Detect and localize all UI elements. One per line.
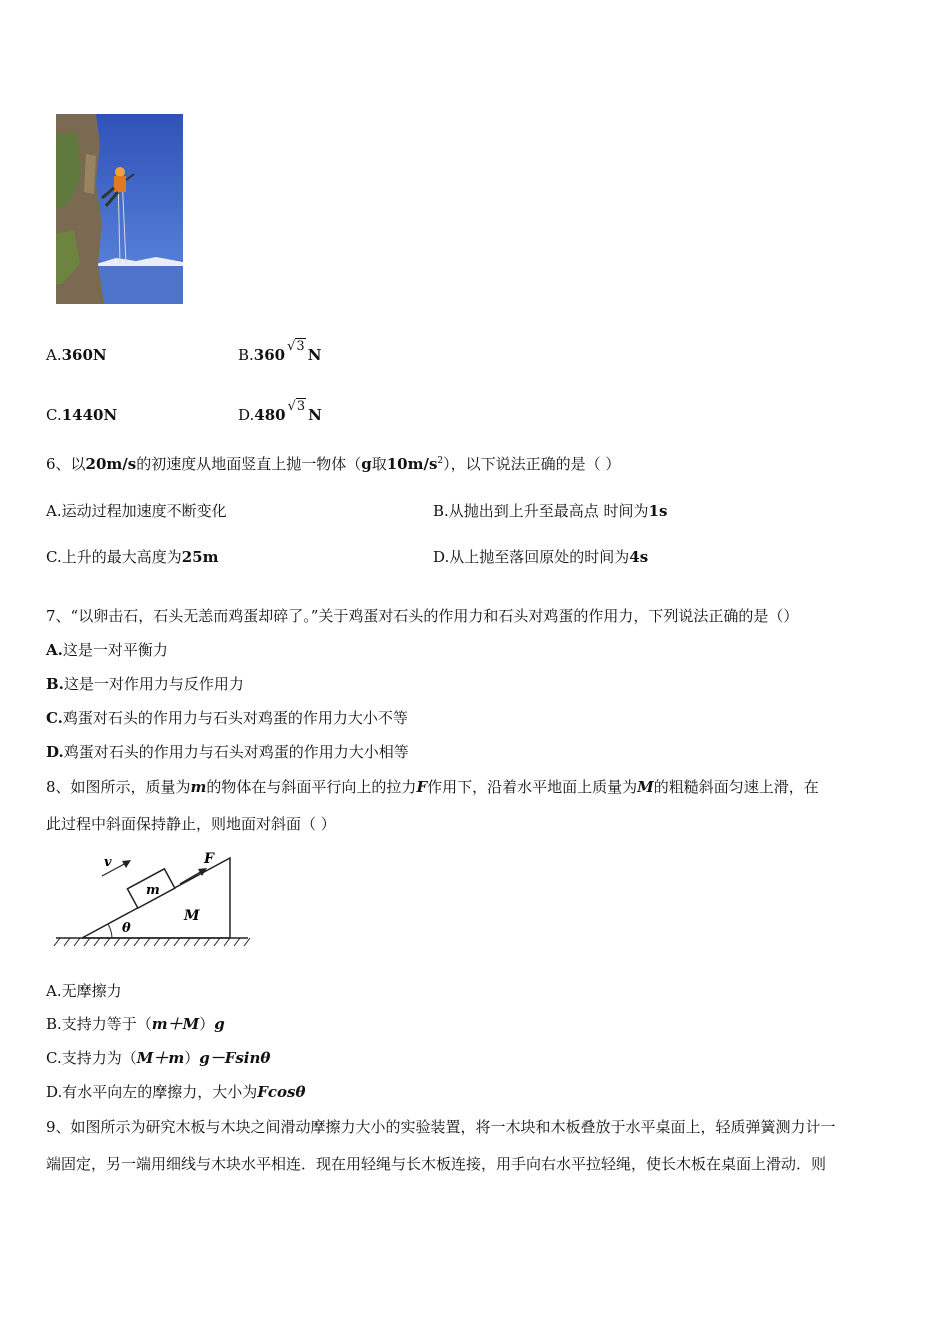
- q6-option-d: D.从上抛至落回原处的时间为4s: [433, 548, 649, 566]
- q7-option-a: A.这是一对平衡力: [46, 641, 168, 659]
- incline-diagram: [52, 848, 252, 958]
- mass-M-label: M: [184, 908, 200, 924]
- q9-stem-line1: 9、如图所示为研究木板与木块之间滑动摩擦力大小的实验装置，将一木块和木板叠放于水平桌面上，轻质弹簧测力计一: [46, 1118, 836, 1136]
- q8-stem-line2: 此过程中斜面保持静止，则地面对斜面（ ）: [46, 815, 336, 833]
- q6-option-c: C.上升的最大高度为25m: [46, 548, 219, 566]
- q8-option-a: A.无摩擦力: [46, 982, 122, 1000]
- sqrt-radical: √3: [287, 399, 306, 414]
- q6-stem: 6、以20m/s的初速度从地面竖直上抛一物体（g取$10m/s^2$），以下说法正确的是（ ）: [46, 455, 621, 473]
- sqrt-radical: √3: [287, 339, 305, 354]
- q8-option-c: C.支持力为（M＋m）g－Fsinθ: [46, 1049, 271, 1067]
- q7-option-d: D.鸡蛋对石头的作用力与石头对鸡蛋的作用力大小相等: [46, 743, 409, 761]
- climber-photo: [56, 114, 183, 304]
- q7-option-b: B.这是一对作用力与反作用力: [46, 675, 244, 693]
- q7-option-c: C.鸡蛋对石头的作用力与石头对鸡蛋的作用力大小不等: [46, 709, 408, 727]
- q9-stem-line2: 端固定，另一端用细线与木块水平相连．现在用轻绳与长木板连接，用手向右水平拉轻绳，使长木板在桌面上滑动．则: [46, 1155, 827, 1173]
- q5-option-c: C.1440N: [46, 406, 118, 424]
- q5-option-d: D.480 √3 N: [238, 399, 322, 424]
- theta-label: θ: [122, 921, 131, 936]
- force-F-label: F: [204, 851, 214, 867]
- velocity-v-label: v: [104, 855, 112, 870]
- q7-stem: 7、“以卵击石，石头无恙而鸡蛋却碎了。”关于鸡蛋对石头的作用力和石头对鸡蛋的作用力，下列说法正确的是（）: [46, 607, 799, 625]
- q8-option-b: B.支持力等于（m＋M）g: [46, 1015, 225, 1033]
- q8-stem-line1: 8、如图所示，质量为m的物体在与斜面平行向上的拉力F作用下，沿着水平地面上质量为M的粗糙斜面匀速上滑，在: [46, 778, 819, 796]
- mass-m-label: m: [146, 883, 160, 898]
- q5-option-b: B.360 √3 N: [238, 339, 322, 364]
- q8-option-d: D.有水平向左的摩擦力，大小为Fcosθ: [46, 1083, 306, 1101]
- q6-option-a: A.运动过程加速度不断变化: [46, 502, 227, 520]
- q5-option-a: A.360N: [46, 346, 107, 364]
- q6-option-b: B.从抛出到上升至最高点 时间为1s: [433, 502, 668, 520]
